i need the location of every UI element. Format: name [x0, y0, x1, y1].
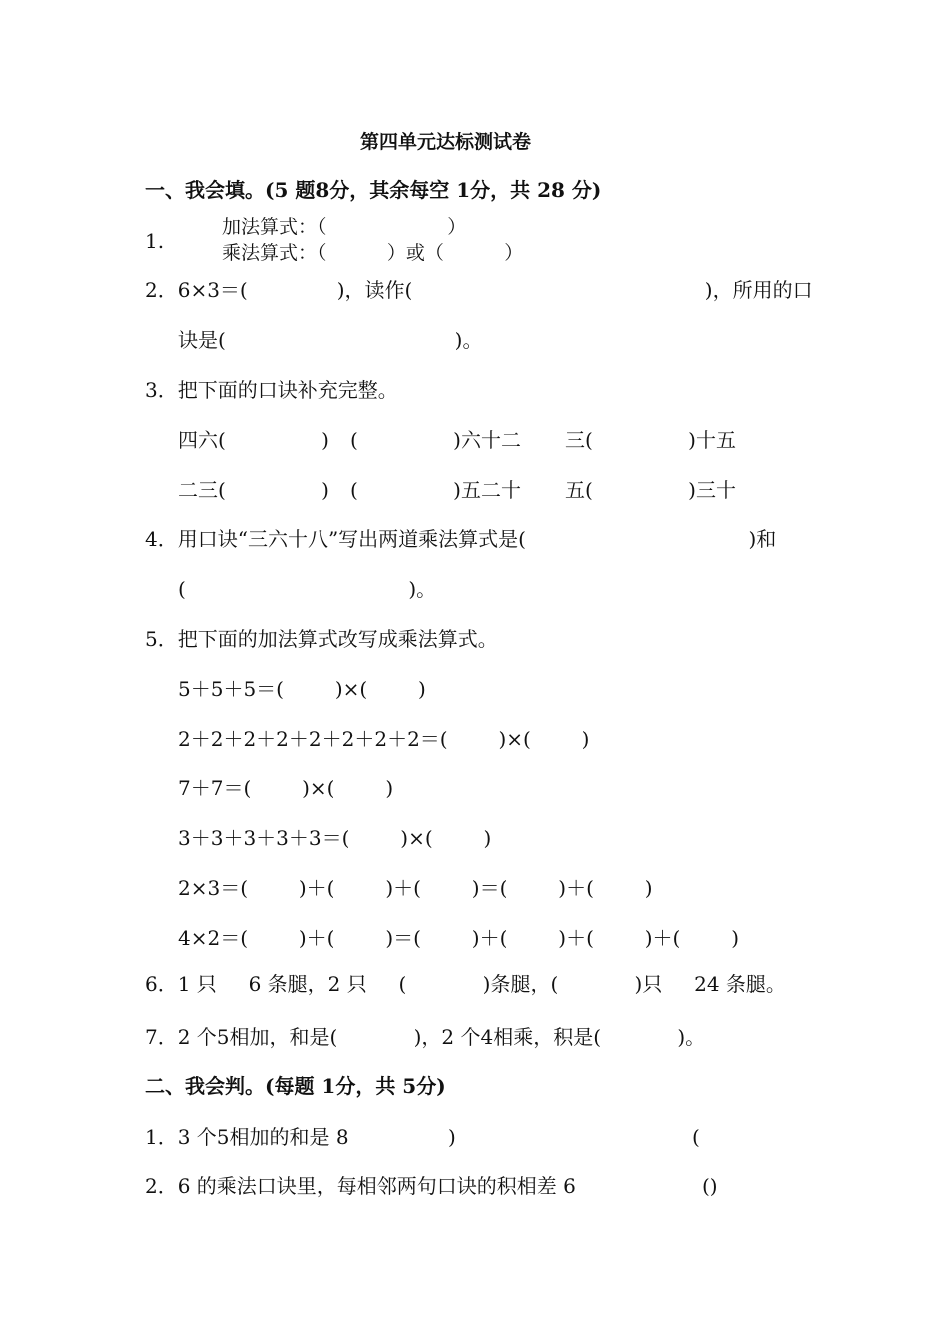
q3-row1-item2: ( )六十二 [350, 428, 521, 452]
judge-item-1-mark: ( [692, 1125, 700, 1149]
q4-line1: 4．用口诀“三六十八”写出两道乘法算式是( )和 [145, 527, 777, 551]
q1-number: 1. [145, 229, 165, 253]
section2-heading: 二、我会判。(每题 1分，共 5分) [145, 1074, 446, 1098]
judge-item-1-paren: ) [448, 1125, 456, 1149]
q7-line: 7．2 个5相加，和是( )，2 个4相乘，积是( )。 [145, 1025, 706, 1049]
q5-item-5: 2×3＝( )＋( )＋( )＝( )＋( ) [178, 876, 653, 900]
q5-line1: 5．把下面的加法算式改写成乘法算式。 [145, 627, 498, 651]
q5-item-4: 3＋3＋3＋3＋3＝( )×( ) [178, 826, 492, 850]
q3-row1-item1: 四六( ) [178, 428, 329, 452]
q1-multiplication-line: 乘法算式：（ ）或（ ） [222, 242, 524, 264]
judge-item-1-text: 1．3 个5相加的和是 8 [145, 1125, 349, 1149]
q3-row2-item1: 二三( ) [178, 478, 329, 502]
q5-item-3: 7＋7＝( )×( ) [178, 776, 394, 800]
q2-line2: 诀是( )。 [178, 328, 483, 352]
q4-line2: ( )。 [178, 577, 437, 601]
judge-item-2-mark: () [702, 1174, 718, 1198]
q3-row2-item3: 五( )三十 [565, 478, 736, 502]
q5-item-1: 5＋5＋5＝( )×( ) [178, 677, 426, 701]
q3-row1-item3: 三( )十五 [565, 428, 736, 452]
q1-addition-line: 加法算式：（ ） [222, 216, 467, 238]
q6-line: 6．1 只 6 条腿，2 只 ( )条腿，( )只 24 条腿。 [145, 972, 786, 996]
q5-item-2: 2＋2＋2＋2＋2＋2＋2＋2＝( )×( ) [178, 727, 590, 751]
q3-line1: 3．把下面的口诀补充完整。 [145, 378, 398, 402]
q5-item-6: 4×2＝( )＋( )＝( )＋( )＋( )＋( ) [178, 926, 739, 950]
page-title: 第四单元达标测试卷 [360, 131, 532, 153]
q3-row2-item2: ( )五二十 [350, 478, 521, 502]
section1-heading: 一、我会填。(5 题8分，其余每空 1分，共 28 分) [145, 178, 602, 202]
judge-item-2-text: 2．6 的乘法口诀里，每相邻两句口诀的积相差 6 [145, 1174, 576, 1198]
q2-line1: 2．6×3＝( )，读作( )，所用的口 [145, 278, 813, 302]
